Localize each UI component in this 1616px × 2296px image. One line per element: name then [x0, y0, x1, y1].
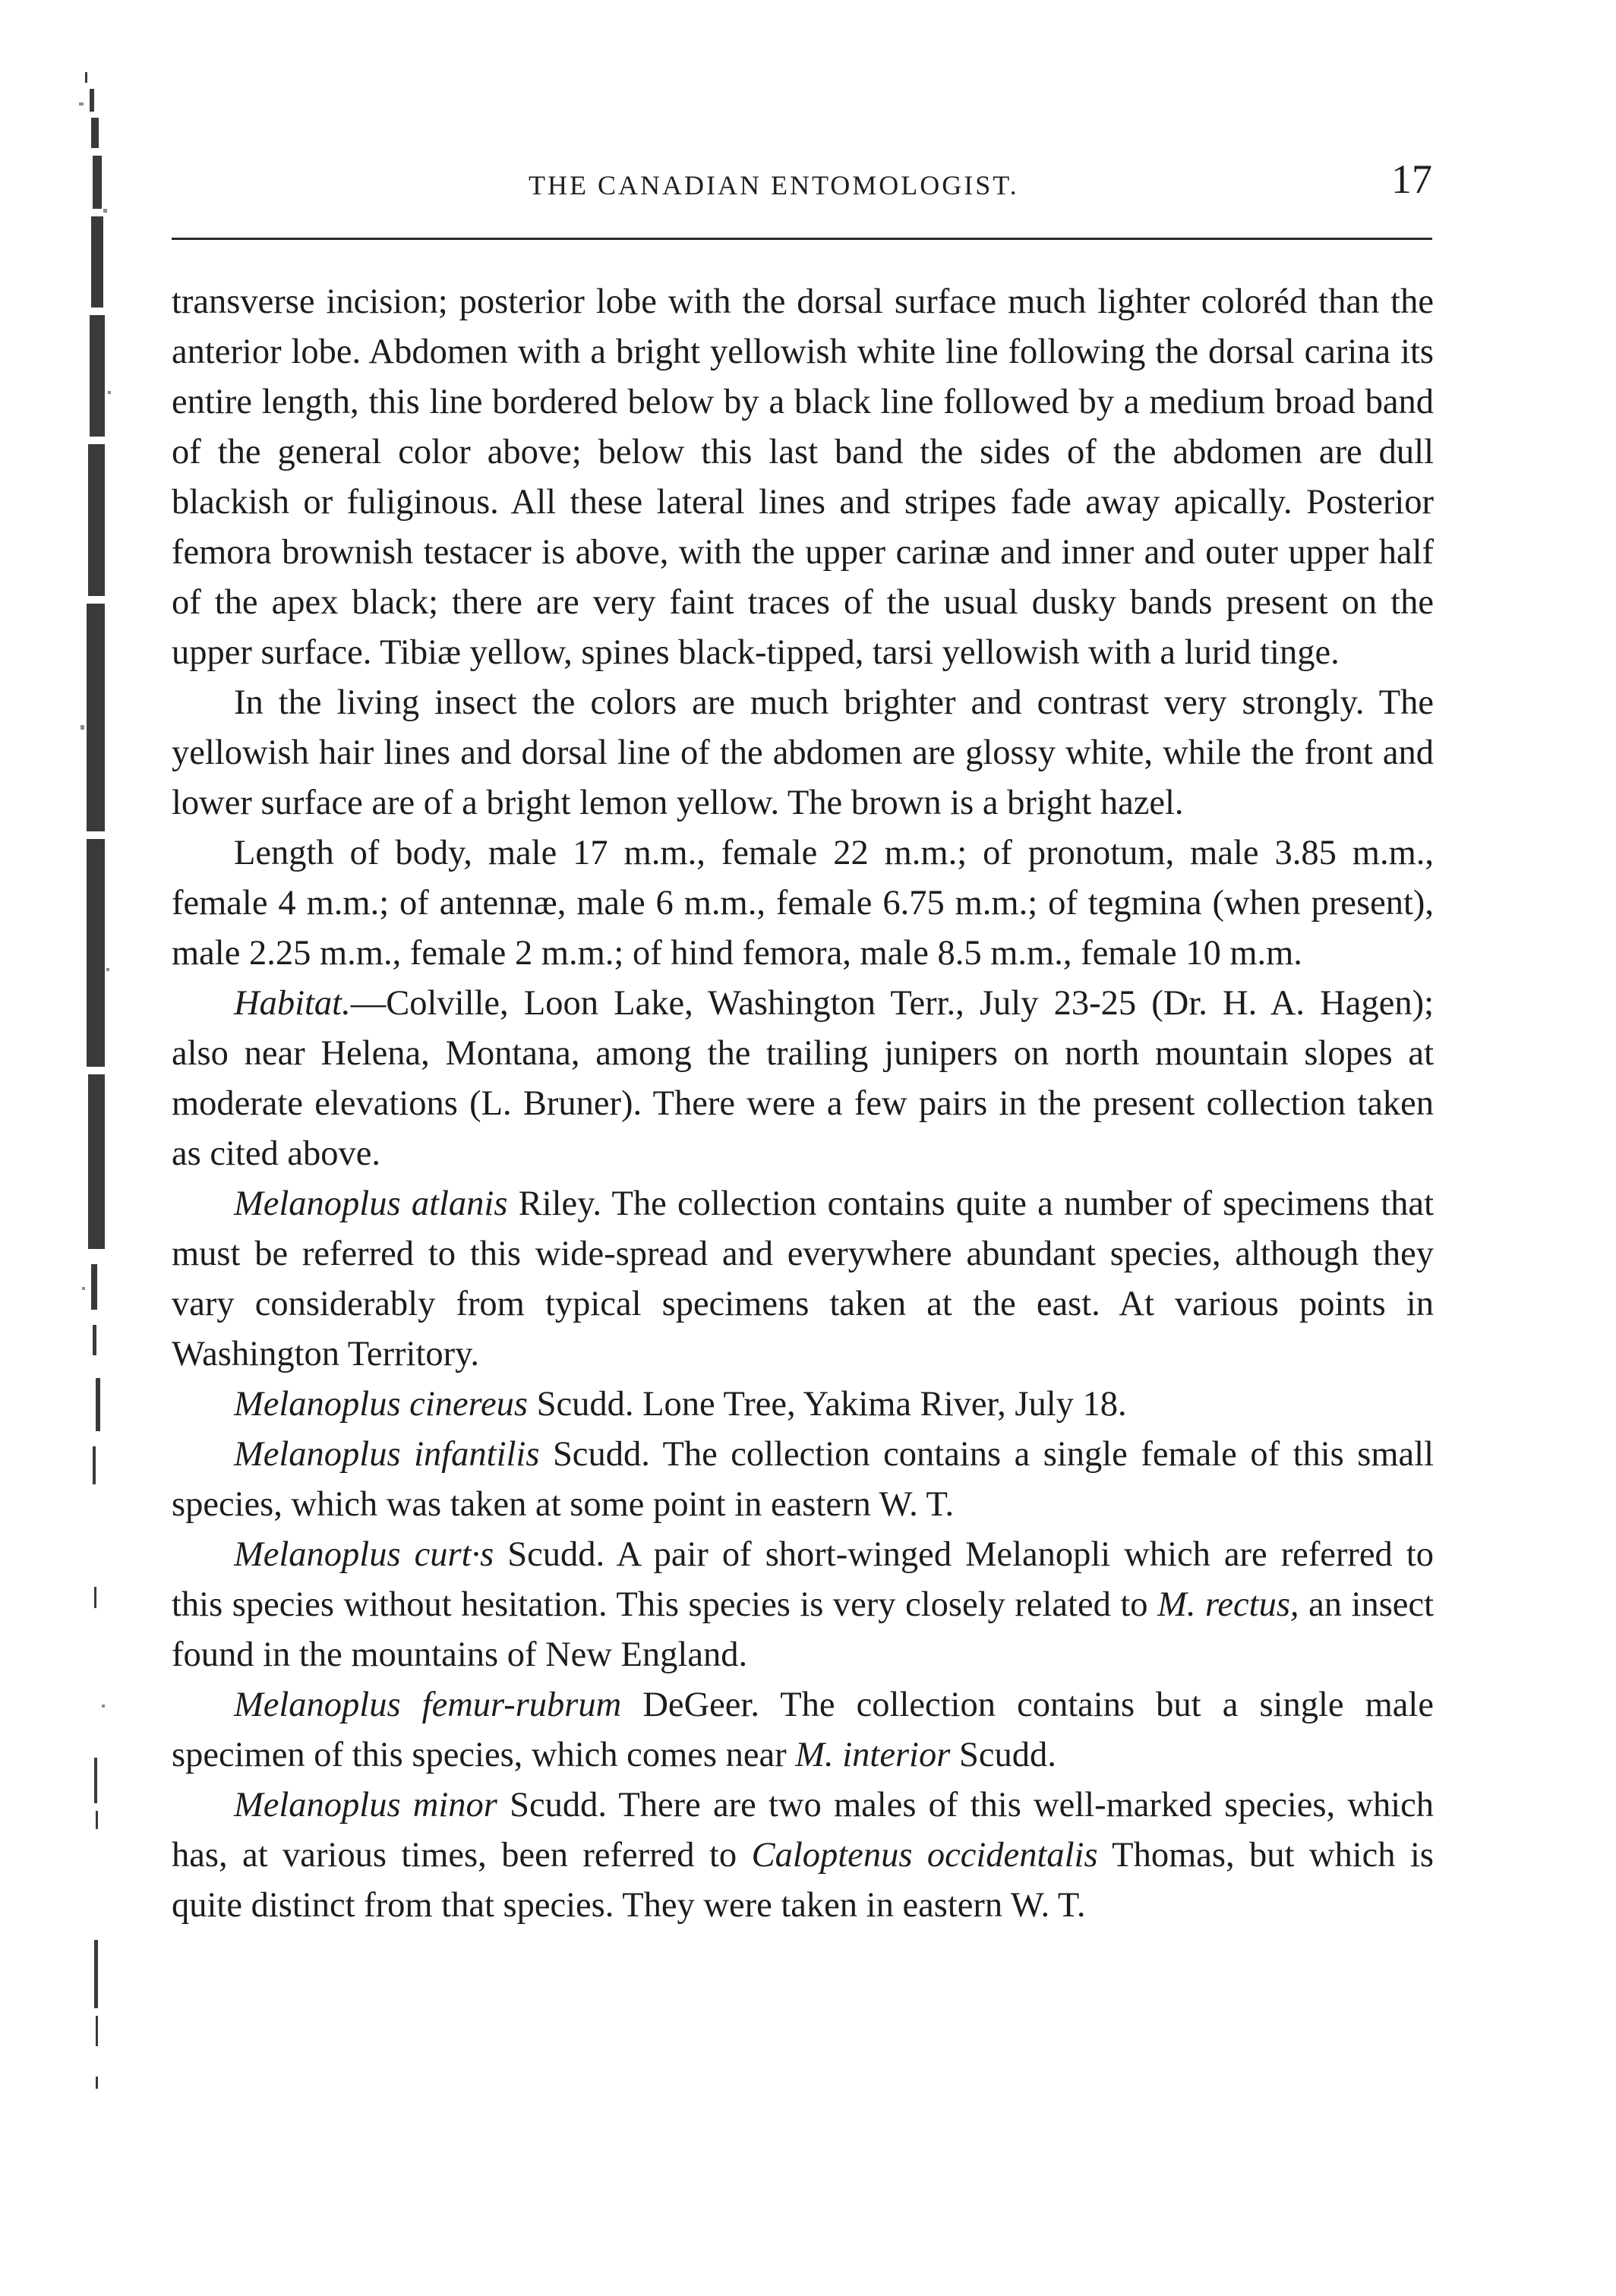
species-name: Melanoplus minor	[234, 1786, 497, 1824]
paragraph-living-colors: In the living insect the colors are much brighter and contrast very strongly. The yellowish hair lines and dorsal line of the abdomen are glossy white, while the front and lower surface are of a bright lemon yellow. The brown is a bright hazel.	[172, 683, 1434, 822]
species-name-secondary: M. interior	[795, 1736, 951, 1774]
paragraph-cinereus	[172, 1380, 1434, 1430]
header-rule	[172, 238, 1432, 240]
species-name: Melanoplus atlanis	[234, 1184, 508, 1223]
species-name-secondary: Caloptenus occidentalis	[751, 1836, 1098, 1875]
habitat-lead: Habitat.	[234, 984, 351, 1023]
species-name: Melanoplus femur-rubrum	[234, 1686, 622, 1724]
species-name: Melanoplus curt·s	[234, 1535, 494, 1574]
paragraph-measurements: Length of body, male 17 m.m., female 22 m.m.; of pronotum, male 3.85 m.m., female 4 m.m.; of antennæ, male 6 m.m., female 6.75 m.m.; of tegmina (when present), male 2.25 m.m., female 2 m.m.; of hind femora, male 8.5 m.m., female 10 m.m.	[172, 834, 1434, 973]
species-name-secondary: M. rectus,	[1157, 1585, 1299, 1624]
habitat-text: —Colville, Loon Lake, Washington Terr., July 23-25 (Dr. H. A. Hagen); also near Helena, Montana, among the trailing junipers on north mountain slopes at moderate elevations (L. Bruner). There were a few pairs in the present collection taken as cited above.	[172, 984, 1434, 1173]
species-name: Melanoplus infantilis	[234, 1435, 540, 1474]
paragraph-femur-rubrum	[172, 1680, 1434, 1780]
paragraph-infantilis	[172, 1430, 1434, 1530]
paragraph-minor	[172, 1780, 1434, 1931]
species-name: Melanoplus cinereus	[234, 1385, 528, 1424]
paragraph-curtus	[172, 1530, 1434, 1680]
species-text-end: Scudd.	[950, 1736, 1056, 1774]
running-title: THE CANADIAN ENTOMOLOGIST.	[529, 170, 1019, 200]
paragraph-habitat	[172, 979, 1434, 1179]
page-number: 17	[1391, 156, 1432, 202]
species-text: Scudd. A pair of short-winged Melanopli which are referred to this species without hesitation. This species is very closely related to	[172, 1535, 1434, 1624]
species-text: Scudd. Lone Tree, Yakima River, July 18.	[528, 1385, 1127, 1424]
species-text: Scudd. There are two males of this well-marked species, which has, at various times, been referred to	[172, 1786, 1434, 1875]
body-text	[172, 277, 1434, 1931]
species-text-end: an insect found in the mountains of New England.	[172, 1585, 1435, 1674]
species-text: Scudd. The collection contains a single female of this small species, which was taken at some point in eastern W. T.	[172, 1435, 1435, 1524]
binding-speckle-graphic	[76, 72, 144, 2198]
species-text-end: Thomas, but which is quite distinct from that species. They were taken in eastern W. T.	[172, 1836, 1434, 1925]
species-text: Riley. The collection contains quite a number of specimens that must be referred to this wide-spread and everywhere abundant species, although they vary considerably from typical specimens taken at the east. At various points in Washington Territory.	[172, 1184, 1434, 1374]
species-text: DeGeer. The collection contains but a single male specimen of this species, which comes near	[172, 1686, 1434, 1774]
running-head	[172, 156, 1432, 209]
paragraph-description: transverse incision; posterior lobe with the dorsal surface much lighter coloréd than the anterior lobe. Abdomen with a bright yellowish white line following the dorsal carina its entire length, this line bordered below by a black line followed by a medium broad band of the general color above; below this last band the sides of the abdomen are dull blackish or fuliginous. All these lateral lines and stripes fade away apically. Posterior femora brownish testacer is above, with the upper carinæ and inner and outer upper half of the apex black; there are very faint traces of the usual dusky bands present on the upper surface. Tibiæ yellow, spines black-tipped, tarsi yellowish with a lurid tinge.	[172, 282, 1434, 672]
paragraph-atlanis	[172, 1179, 1434, 1380]
binding-edge-speckle	[76, 72, 144, 2198]
